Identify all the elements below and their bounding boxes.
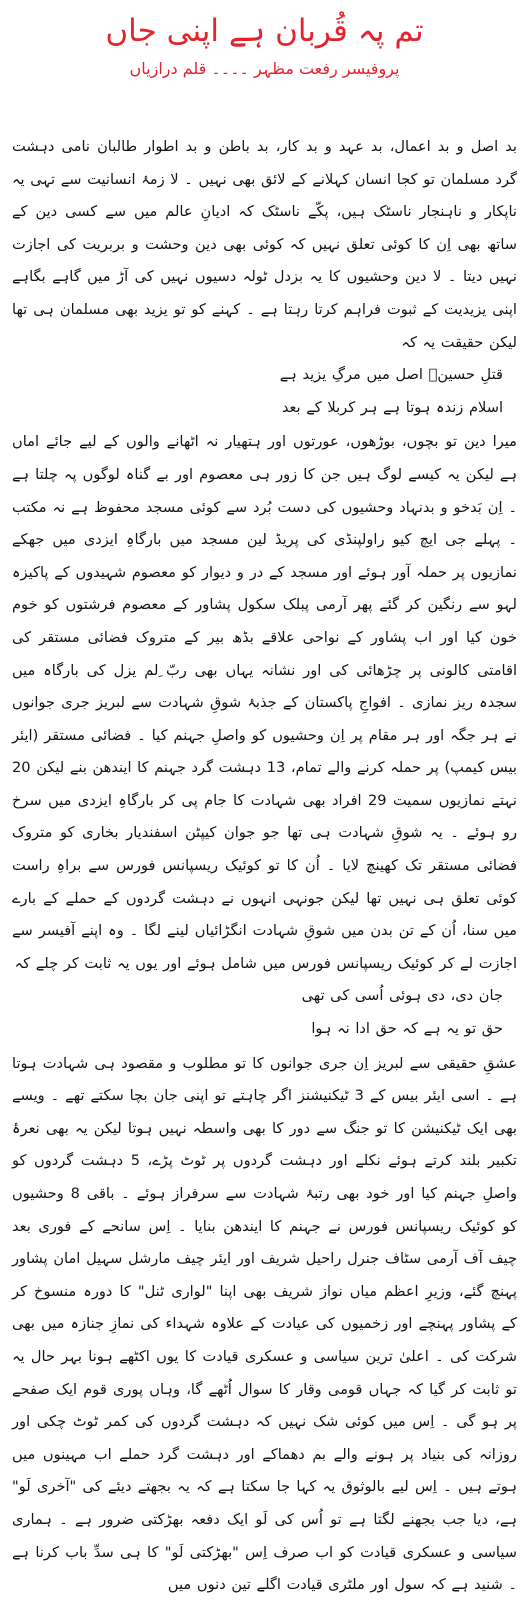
article-byline: پروفیسر رفعت مظہر ۔۔۔۔ قلم درازیاں (129, 59, 400, 78)
article-paragraph-1: بد اصل و بد اعمال، بد عہد و بد کار، بد باطن و بد اطوار طالبان نامی دہشت گرد مسلمان تو کجا انسان کہلانے کے لائق بھی نہیں ۔ لا زمۂ انسانیت سے تہی یہ ناپکار و ناہنجار ناسٹک ہیں، پکّے ناسٹک کہ ادیانِ عالم میں سے کسی دین کے ساتھ بھی اِن کا کوئی تعلق نہیں کہ کوئی بھی دین وحشت و بربریت کی اجازت نہیں دیتا ۔ لا دین وحشیوں کا یہ بزدل ٹولہ دسیوں نہیں کی آڑ میں گاہے بگاہے اپنی یزیدیت کے ثبوت فراہم کرتا رہتا ہے ۔ کہنے کو تو یزید بھی مسلمان ہی تھا لیکن حقیقت یہ کہ (12, 138, 517, 351)
article-title: تم پہ قُربان ہے اپنی جاں (105, 13, 424, 49)
article-paragraph-2: میرا دین تو بچوں، بوڑھوں، عورتوں اور ہتھیار نہ اٹھانے والوں کے لیے جائے اماں ہے لیکن یہ کیسے لوگ ہیں جن کا زور ہی معصوم اور بے گناہ لوگوں پہ چلتا ہے ۔ اِن بَدخو و بدنہاد وحشیوں کی دست بُرد سے کوئی مسجد محفوظ ہے نہ مکتب ۔ پہلے جی ایچ کیو راولپنڈی کی پریڈ لین مسجد میں بارگاہِ ایزدی میں جھکے نمازیوں پر حملہ آور ہوئے اور مسجد کے در و دیوار کو معصوم شہیدوں کے پاکیزہ لہو سے رنگین کر گئے پھر آرمی پبلک سکول پشاور کے معصوم فرشتوں کو خوم خون کیا اور اب پشاور کے نواحی علاقے بڈھ بیر کے متروک فضائی مستقر کی اقامتی کالونی پر چڑھائی کی اور نشانہ یہاں بھی ربّ ِلم یزل کی بارگاہ میں سجدہ ریز نمازی ۔ افواجِ پاکستان کے جذبۂ شوقِ شہادت سے لبریز جری جوانوں نے ہر جگہ اور ہر مقام پر اِن وحشیوں کو واصلِ جہنم کیا ۔ فضائی مستقر (ایئر بیس کیمپ) پر حملہ کرنے والے تمام، 13 دہشت گرد جہنم کا ایندھن بنے لیکن 20 نہتے نمازیوں سمیت 29 افراد بھی شہادت کا جام پی کر بارگاہِ ایزدی میں سرخ رو ہوئے ۔ یہ شوقِ شہادت ہی تھا جو جوان کیپٹن اسفندیار بخاری کو متروک فضائی مستقر تک کھینچ لایا ۔ اُن کا تو کوئیک ریسپانس فورس سے براہِ راست کوئی تعلق ہی نہیں تھا لیکن جونہی انہوں نے دہشت گردوں کے حملے کے بارے میں سنا، اُن کے تن بدن میں شوقِ شہادت انگڑائیاں لینے لگا ۔ وہ اپنے آفیسر سے اجازت لے کر کوئیک ریسپانس فورس میں شامل ہوئے اور یوں یہ ثابت کر چلے کہ (12, 433, 517, 972)
verse-line: قتلِ حسینؓ اصل میں مرگِ یزید ہے (279, 366, 503, 384)
article-paragraph-3: عشقِ حقیقی سے لبریز اِن جری جوانوں کا تو مطلوب و مقصود ہی شہادت ہوتا ہے ۔ اسی ایئر بیس کے 3 ٹیکنیشنز اگر چاہتے تو اپنی جان بچا سکتے تھے ۔ ویسے بھی ایک ٹیکنیشن کا تو جنگ سے دور کا بھی واسطہ نہیں ہوتا لیکن یہ بھی نعرۂ تکبیر بلند کرتے ہوئے نکلے اور دہشت گردوں پر ٹوٹ پڑے، 5 دہشت گردوں کو واصلِ جہنم کیا اور خود بھی رتبۂ شہادت سے سرفراز ہوئے ۔ باقی 8 وحشیوں کو کوئیک ریسپانس فورس نے جہنم کا ایندھن بنایا ۔ اِس سانحے کے فوری بعد چیف آف آرمی سٹاف جنرل راحیل شریف اور ایئر چیف مارشل سہیل امان پشاور پہنچ گئے، وزیرِ اعظم میاں نواز شریف بھی اپنا "لواری ٹنل" کا دورہ منسوخ کر کے پشاور پہنچے اور زخمیوں کی عیادت کے علاوہ شہداء کی نمازِ جنازہ میں بھی شرکت کی ۔ اعلیٰ ترین سیاسی و عسکری قیادت کا یوں اکٹھے ہونا بہر حال یہ تو ثابت کر گیا کہ جہاں قومی وقار کا سوال اُٹھے گا، وہاں پوری قوم ایک صفحے پر ہو گی ۔ اِس میں کوئی شک نہیں کہ دہشت گردوں کی کمر ٹوٹ چکی اور روزانہ کی بنیاد پر ہونے والے بم دھماکے اور دہشت گرد حملے اب مہینوں میں ہوتے ہیں ۔ اِس لیے بالوثوق یہ کہا جا سکتا ہے کہ یہ بجھتے دیئے کی "آخری لَو" ہے، دیا جب بجھنے لگتا ہے تو اُس کی لَو ایک دفعہ بھڑکتی ضرور ہے ۔ ہماری سیاسی و عسکری قیادت کو اب صرف اِس "بھڑکتی لَو" کا ہی سدِّ باب کرنا ہے ۔ شنید ہے کہ سول اور ملٹری قیادت اگلے تین دنوں میں (12, 1054, 518, 1594)
spacer (12, 82, 517, 131)
verse-line: جان دی، دی ہوئی اُسی کی تھی (301, 987, 503, 1005)
verse-line: اسلام زندہ ہوتا ہے ہر کربلا کے بعد (281, 398, 503, 416)
verse-line: حق تو یہ ہے کہ حق ادا نہ ہوا (311, 1020, 503, 1038)
